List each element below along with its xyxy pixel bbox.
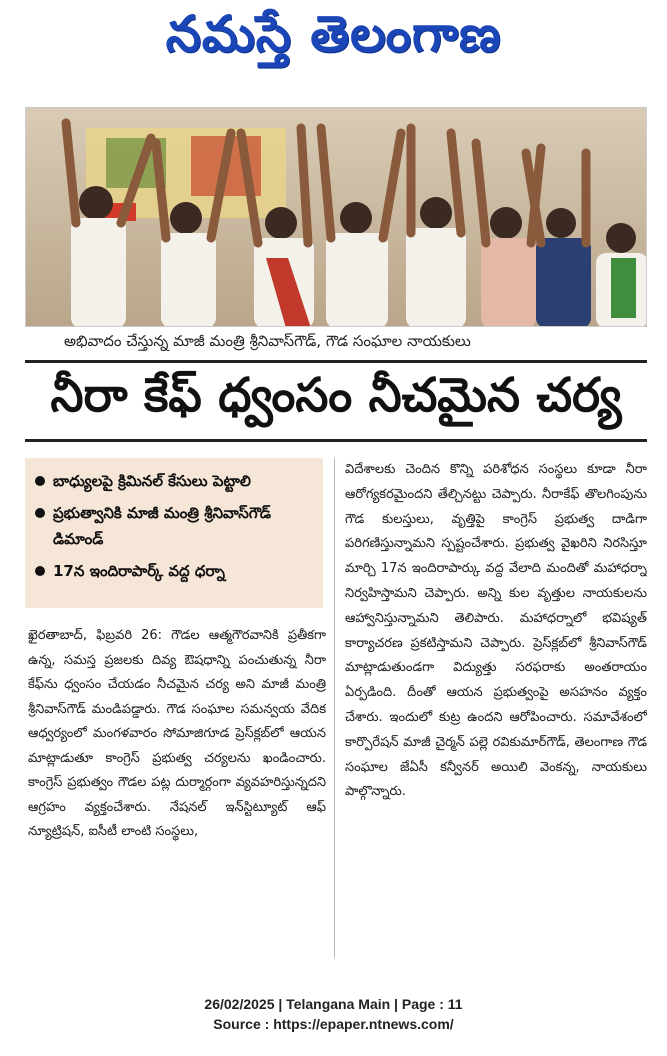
article-headline: నీరా కేఫ్ ధ్వంసం నీచమైన చర్య — [50, 368, 622, 423]
bullet-icon — [35, 566, 45, 576]
news-photo — [25, 107, 647, 327]
photo-illustration — [26, 108, 647, 327]
masthead — [0, 4, 667, 76]
footer-source-line: Source : https://epaper.ntnews.com/ — [213, 1016, 454, 1032]
column-divider — [334, 458, 335, 958]
highlight-text: 17న ఇందిరాపార్క్ వద్ద ధర్నా — [53, 562, 225, 580]
article-headline-box — [25, 360, 647, 442]
bullet-icon — [35, 508, 45, 518]
highlight-text: ప్రభుత్వానికి మాజీ మంత్రి శ్రీనివాస్‌గౌడ్ డిమాండ్ — [53, 504, 272, 548]
photo-caption: అభివాదం చేస్తున్న మాజీ మంత్రి శ్రీనివాస్‌గౌడ్, గౌడ సంఘాల నాయకులు — [64, 332, 471, 350]
bullet-icon — [35, 476, 45, 486]
footer-date-line: 26/02/2025 | Telangana Main | Page : 11 — [204, 996, 463, 1012]
highlight-item — [35, 558, 313, 584]
highlight-text: బాధ్యులపై క్రిమినల్ కేసులు పెట్టాలి — [53, 472, 251, 490]
newspaper-logo: నమస్తే తెలంగాణ — [165, 4, 502, 63]
page-footer — [0, 994, 667, 1036]
article-body-right: విదేశాలకు చెందిన కొన్ని పరిశోధన సంస్థలు కూడా నీరా ఆరోగ్యకరమైందని తేల్చినట్టు చెప్పారు. నీరాకేఫ్ తొలగింపును గౌడ కులస్తులు, వృత్తిపై కాంగ్రెస్ ప్రభుత్వ దాడిగా పరిగణిస్తున్నామని స్పష్టంచేశారు. ప్రభుత్వ వైఖరిని నిరసిస్తూ మార్చి 17న ఇందిరాపార్కు వద్ద వేలాది మందితో మహాధర్నా నిర్వహిస్తామని చెప్పారు. అన్ని కుల వృత్తుల నాయకులను ఆహ్వానిస్తున్నామని తెలిపారు. మహాధర్నాలో భవిష్యత్ కార్యాచరణ ప్రకటిస్తామని చెప్పారు. ప్రెస్‌క్లబ్‌లో శ్రీనివాస్‌గౌడ్ మాట్లాడుతుండగా విద్యుత్తు సరఫరాకు అంతరాయం ఏర్పడింది. దీంతో ఆయన ప్రభుత్వంపై అసహనం వ్యక్తం చేశారు. ఇందులో కుట్ర ఉందని ఆరోపించారు. సమావేశంలో కార్పొరేషన్ మాజీ చైర్మన్ పల్లె రవికుమార్‌గౌడ్, తెలంగాణ గౌడ సంఘాల జేఏసీ కన్వీనర్ అయిలి వెంకన్న, నాయకులు పాల్గొన్నారు. — [345, 462, 647, 800]
article-body-left: ఖైరతాబాద్, ఫిబ్రవరి 26: గౌడల ఆత్మగౌరవానికి ప్రతీకగా ఉన్న, సమస్త ప్రజలకు దివ్య ఔషధాన్ని పంచుతున్న నీరా కేఫ్‌ను ధ్వంసం చేయడం నీచమైన చర్య అని మాజీ మంత్రి శ్రీనివాస్‌గౌడ్ మండిపడ్డారు. గౌడ సంఘాల సమన్వయ వేదిక ఆధ్వర్యంలో మంగళవారం సోమాజిగూడ ప్రెస్‌క్లబ్‌లో ఆయన మాట్లాడుతూ కాంగ్రెస్ ప్రభుత్వ చర్యలను ఖండించారు. కాంగ్రెస్ ప్రభుత్వం గౌడల పట్ల దుర్మార్గంగా వ్యవహరిస్తున్నదని ఆగ్రహం వ్యక్తంచేశారు. నేషనల్ ఇన్‌స్టిట్యూట్ ఆఫ్ న్యూట్రిషన్, ఐసీటీ లాంటి సంస్థలు, — [28, 628, 326, 839]
highlight-item — [35, 468, 313, 494]
highlight-item — [35, 500, 313, 552]
highlights-box — [25, 458, 323, 608]
